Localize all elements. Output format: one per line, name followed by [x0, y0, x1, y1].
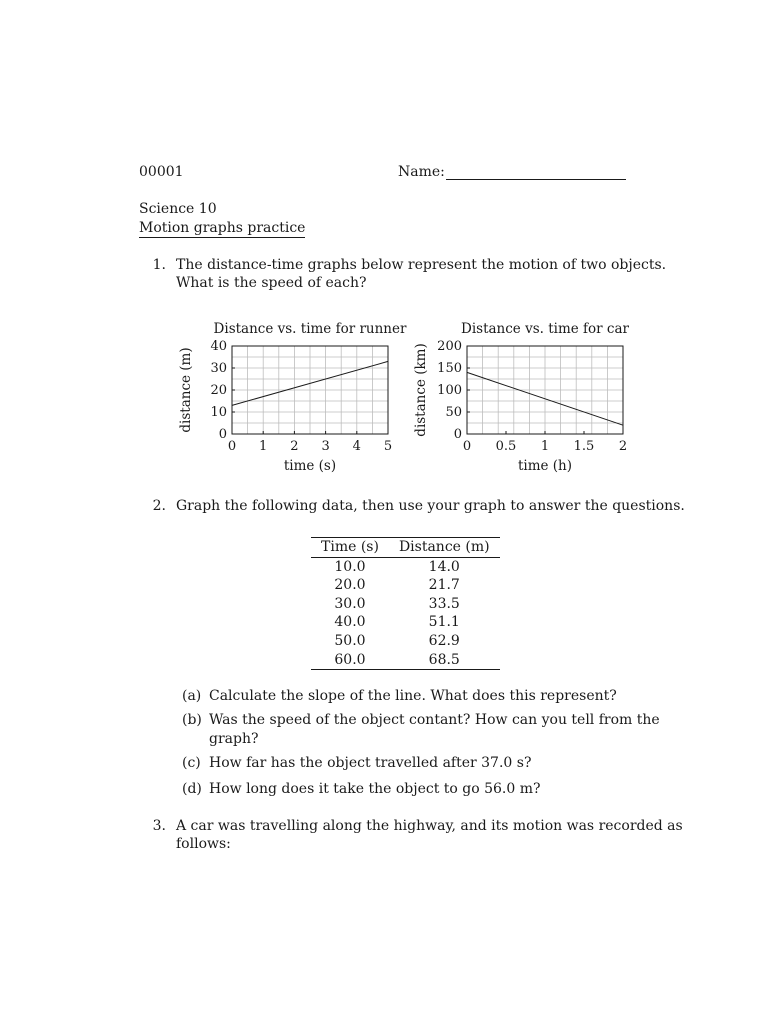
subject: Science 10 [139, 201, 217, 217]
y-tick-label: 40 [210, 339, 227, 354]
table-cell: 33.5 [428, 595, 460, 612]
table-cell: 62.9 [428, 632, 460, 649]
y-tick-label: 10 [210, 405, 227, 420]
table-row [311, 557, 500, 576]
subpart-d-label: (d) [182, 781, 202, 797]
worksheet-title-text: Motion graphs practice [139, 220, 306, 236]
worksheet-title [139, 219, 305, 237]
table-cell: 20.0 [334, 577, 366, 594]
x-axis-label: time (h) [517, 458, 573, 474]
subpart-d-text: How long does it take the object to go 56.0 m? [209, 781, 541, 797]
table-row [311, 576, 500, 595]
runner-chart [170, 312, 410, 482]
subpart-b-label: (b) [182, 712, 202, 728]
question-1-line-2: What is the speed of each? [176, 275, 367, 291]
x-tick-label: 1.5 [573, 439, 595, 454]
table-row [311, 613, 500, 632]
question-1-number: 1. [152, 257, 166, 273]
chart-title: Distance vs. time for runner [213, 321, 407, 337]
table-row [311, 651, 500, 670]
table-header: Time (s) [311, 538, 389, 558]
x-tick-label: 0.5 [495, 439, 517, 454]
table-cell: 51.1 [428, 614, 460, 631]
y-tick-label: 50 [445, 405, 462, 420]
y-tick-label: 30 [210, 361, 227, 376]
question-3-line-2: follows: [176, 836, 231, 852]
table-cell: 21.7 [428, 577, 460, 594]
table-row [311, 595, 500, 614]
subpart-c-label: (c) [182, 755, 201, 771]
x-tick-label: 0 [462, 439, 472, 454]
table-cell: 68.5 [389, 651, 500, 670]
question-2-line-1: Graph the following data, then use your graph to answer the questions. [176, 498, 685, 514]
worksheet-id: 00001 [139, 164, 184, 180]
x-tick-label: 1 [540, 439, 550, 454]
table-row [311, 632, 500, 651]
y-tick-label: 150 [437, 361, 462, 376]
subpart-b-text-1: Was the speed of the object contant? How can you tell from the [209, 712, 660, 728]
x-axis-label: time (s) [283, 458, 337, 474]
x-tick-label: 3 [321, 439, 330, 454]
y-axis-label: distance (m) [178, 347, 194, 433]
x-tick-label: 1 [259, 439, 268, 454]
x-tick-label: 0 [227, 439, 237, 454]
subpart-a-label: (a) [182, 688, 202, 704]
table-cell: 10.0 [334, 558, 366, 575]
table-cell: 30.0 [334, 595, 366, 612]
x-tick-label: 2 [618, 439, 628, 454]
question-2-number: 2. [152, 498, 166, 514]
name-label: Name: [398, 164, 445, 180]
question-1-line-1: The distance-time graphs below represent the motion of two objects. [176, 257, 667, 273]
y-tick-label: 100 [437, 383, 462, 398]
y-axis-label: distance (km) [413, 343, 429, 437]
table-header: Distance (m) [389, 538, 500, 558]
subpart-b-text-2: graph? [209, 731, 259, 747]
y-tick-label: 200 [437, 339, 462, 354]
table-header-row [311, 538, 500, 558]
y-tick-label: 0 [218, 427, 227, 442]
y-tick-label: 0 [453, 427, 462, 442]
table-cell: 60.0 [311, 651, 389, 670]
table-cell: 14.0 [428, 558, 460, 575]
name-field-line[interactable] [446, 179, 626, 180]
subpart-c-text: How far has the object travelled after 37.0 s? [209, 755, 532, 771]
table-cell: 50.0 [334, 632, 366, 649]
question-3-number: 3. [152, 818, 166, 834]
subpart-a-text: Calculate the slope of the line. What does this represent? [209, 688, 617, 704]
car-chart [405, 312, 645, 482]
data-table [311, 537, 500, 670]
x-tick-label: 2 [290, 439, 299, 454]
y-tick-label: 20 [210, 383, 227, 398]
x-tick-label: 5 [383, 439, 393, 454]
table-cell: 40.0 [334, 614, 366, 631]
chart-title: Distance vs. time for car [461, 321, 629, 337]
question-3-line-1: A car was travelling along the highway, and its motion was recorded as [176, 818, 683, 834]
x-tick-label: 4 [352, 439, 361, 454]
